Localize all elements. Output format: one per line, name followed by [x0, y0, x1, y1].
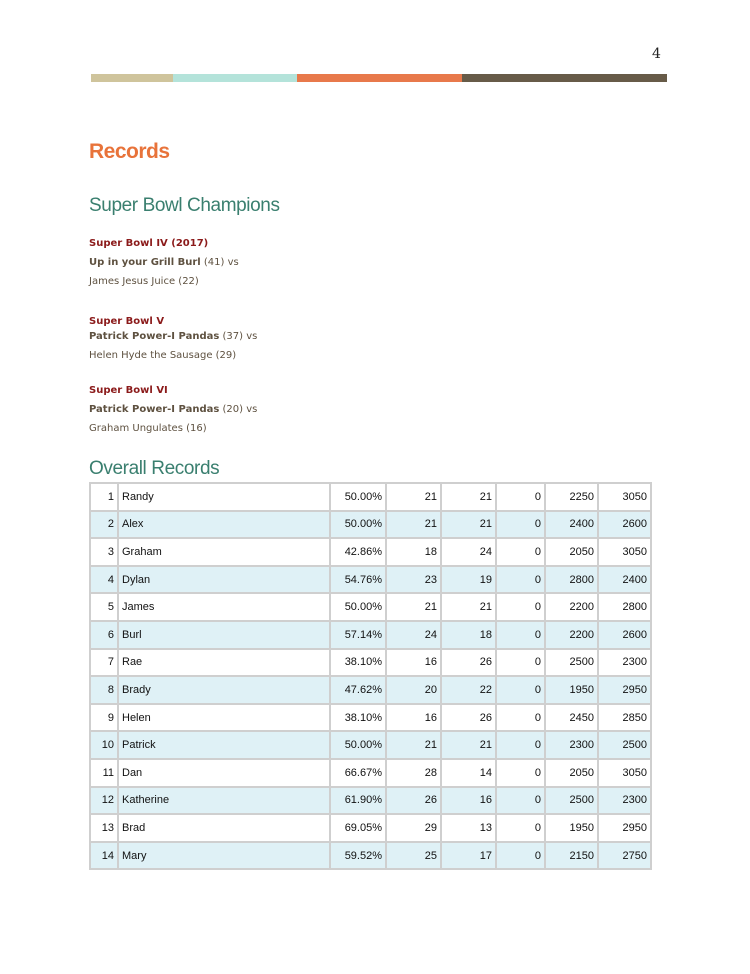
- record-rank: 7: [90, 649, 118, 677]
- color-bar-segment-3: [297, 74, 462, 82]
- record-points-for: 2250: [545, 483, 598, 511]
- record-points-for: 2200: [545, 621, 598, 649]
- record-points-for: 1950: [545, 676, 598, 704]
- table-row: [90, 511, 651, 539]
- table-row: [90, 483, 651, 511]
- record-losses: 21: [441, 483, 496, 511]
- super-bowl-loser: Helen Hyde the Sausage (29): [89, 350, 237, 361]
- record-ties: 0: [496, 676, 545, 704]
- table-row: [90, 621, 651, 649]
- record-losses: 26: [441, 649, 496, 677]
- super-bowl-result-line: [89, 327, 257, 346]
- record-ties: 0: [496, 649, 545, 677]
- record-wins: 16: [386, 649, 441, 677]
- record-rank: 2: [90, 511, 118, 539]
- record-name: Brad: [118, 814, 330, 842]
- record-losses: 13: [441, 814, 496, 842]
- table-row: [90, 787, 651, 815]
- record-points-against: 2800: [598, 593, 651, 621]
- record-rank: 9: [90, 704, 118, 732]
- super-bowl-result-line: [89, 400, 257, 419]
- record-wins: 23: [386, 566, 441, 594]
- record-losses: 16: [441, 787, 496, 815]
- record-rank: 10: [90, 731, 118, 759]
- record-win-pct: 42.86%: [330, 538, 386, 566]
- table-row: [90, 538, 651, 566]
- record-points-against: 2950: [598, 814, 651, 842]
- record-losses: 17: [441, 842, 496, 870]
- record-win-pct: 38.10%: [330, 649, 386, 677]
- record-rank: 8: [90, 676, 118, 704]
- record-points-against: 2600: [598, 511, 651, 539]
- record-ties: 0: [496, 483, 545, 511]
- record-ties: 0: [496, 538, 545, 566]
- record-rank: 13: [90, 814, 118, 842]
- record-points-for: 2500: [545, 649, 598, 677]
- super-bowl-winner-score: (20) vs: [222, 404, 258, 415]
- record-ties: 0: [496, 787, 545, 815]
- record-win-pct: 50.00%: [330, 511, 386, 539]
- record-wins: 24: [386, 621, 441, 649]
- record-points-for: 2400: [545, 511, 598, 539]
- record-points-for: 2300: [545, 731, 598, 759]
- record-points-for: 2150: [545, 842, 598, 870]
- record-win-pct: 69.05%: [330, 814, 386, 842]
- color-bar-segment-4: [462, 74, 667, 82]
- records-heading: Records: [89, 140, 170, 163]
- record-rank: 12: [90, 787, 118, 815]
- record-points-for: 2450: [545, 704, 598, 732]
- super-bowl-name: Super Bowl IV (2017): [89, 238, 209, 249]
- record-rank: 6: [90, 621, 118, 649]
- table-row: [90, 704, 651, 732]
- record-losses: 21: [441, 511, 496, 539]
- record-rank: 5: [90, 593, 118, 621]
- record-points-against: 3050: [598, 538, 651, 566]
- record-ties: 0: [496, 759, 545, 787]
- overall-records-heading: Overall Records: [89, 458, 220, 479]
- record-wins: 29: [386, 814, 441, 842]
- record-losses: 24: [441, 538, 496, 566]
- record-wins: 18: [386, 538, 441, 566]
- super-bowl-winner: Up in your Grill Burl: [89, 257, 201, 268]
- record-losses: 26: [441, 704, 496, 732]
- record-wins: 26: [386, 787, 441, 815]
- record-name: Alex: [118, 511, 330, 539]
- record-rank: 3: [90, 538, 118, 566]
- record-rank: 4: [90, 566, 118, 594]
- record-ties: 0: [496, 842, 545, 870]
- table-row: [90, 593, 651, 621]
- record-losses: 19: [441, 566, 496, 594]
- record-name: Dan: [118, 759, 330, 787]
- record-win-pct: 50.00%: [330, 593, 386, 621]
- super-bowl-entry: [89, 381, 257, 438]
- super-bowl-winner: Patrick Power-I Pandas: [89, 404, 220, 415]
- record-name: James: [118, 593, 330, 621]
- record-points-against: 3050: [598, 759, 651, 787]
- record-name: Mary: [118, 842, 330, 870]
- record-losses: 22: [441, 676, 496, 704]
- super-bowl-loser: Graham Ungulates (16): [89, 423, 207, 434]
- record-win-pct: 54.76%: [330, 566, 386, 594]
- table-row: [90, 676, 651, 704]
- record-ties: 0: [496, 566, 545, 594]
- record-points-against: 2850: [598, 704, 651, 732]
- record-ties: 0: [496, 621, 545, 649]
- record-points-for: 2050: [545, 759, 598, 787]
- record-wins: 21: [386, 483, 441, 511]
- record-name: Brady: [118, 676, 330, 704]
- super-bowl-name: Super Bowl VI: [89, 385, 168, 396]
- super-bowl-entry: [89, 234, 239, 291]
- record-win-pct: 61.90%: [330, 787, 386, 815]
- record-wins: 21: [386, 593, 441, 621]
- record-wins: 16: [386, 704, 441, 732]
- record-points-against: 2500: [598, 731, 651, 759]
- record-losses: 14: [441, 759, 496, 787]
- record-wins: 21: [386, 731, 441, 759]
- record-name: Burl: [118, 621, 330, 649]
- super-bowl-entry: [89, 312, 257, 365]
- record-win-pct: 59.52%: [330, 842, 386, 870]
- record-points-against: 2600: [598, 621, 651, 649]
- table-row: [90, 814, 651, 842]
- super-bowl-loser: James Jesus Juice (22): [89, 276, 199, 287]
- super-bowl-champions-heading: Super Bowl Champions: [89, 195, 280, 216]
- record-points-against: 2750: [598, 842, 651, 870]
- record-wins: 28: [386, 759, 441, 787]
- super-bowl-winner-score: (41) vs: [203, 257, 239, 268]
- super-bowl-name: Super Bowl V: [89, 316, 165, 327]
- table-row: [90, 649, 651, 677]
- color-bar-segment-2: [173, 74, 297, 82]
- record-name: Helen: [118, 704, 330, 732]
- record-wins: 21: [386, 511, 441, 539]
- record-win-pct: 66.67%: [330, 759, 386, 787]
- super-bowl-winner-score: (37) vs: [222, 331, 258, 342]
- record-name: Katherine: [118, 787, 330, 815]
- record-win-pct: 50.00%: [330, 731, 386, 759]
- super-bowl-winner: Patrick Power-I Pandas: [89, 331, 220, 342]
- record-win-pct: 47.62%: [330, 676, 386, 704]
- table-row: [90, 566, 651, 594]
- record-losses: 21: [441, 593, 496, 621]
- record-points-for: 1950: [545, 814, 598, 842]
- record-points-against: 2400: [598, 566, 651, 594]
- record-ties: 0: [496, 511, 545, 539]
- record-wins: 25: [386, 842, 441, 870]
- record-name: Randy: [118, 483, 330, 511]
- record-name: Graham: [118, 538, 330, 566]
- record-win-pct: 50.00%: [330, 483, 386, 511]
- table-row: [90, 842, 651, 870]
- record-points-against: 2950: [598, 676, 651, 704]
- record-losses: 18: [441, 621, 496, 649]
- color-bar-segment-1: [91, 74, 173, 82]
- record-ties: 0: [496, 704, 545, 732]
- header-color-bar: [91, 74, 667, 82]
- table-row: [90, 759, 651, 787]
- table-row: [90, 731, 651, 759]
- record-points-against: 2300: [598, 787, 651, 815]
- record-win-pct: 57.14%: [330, 621, 386, 649]
- record-wins: 20: [386, 676, 441, 704]
- record-ties: 0: [496, 593, 545, 621]
- record-points-for: 2500: [545, 787, 598, 815]
- overall-records-table: [89, 482, 652, 870]
- record-name: Patrick: [118, 731, 330, 759]
- record-name: Dylan: [118, 566, 330, 594]
- record-points-against: 3050: [598, 483, 651, 511]
- record-points-against: 2300: [598, 649, 651, 677]
- record-points-for: 2200: [545, 593, 598, 621]
- record-losses: 21: [441, 731, 496, 759]
- record-ties: 0: [496, 731, 545, 759]
- record-rank: 11: [90, 759, 118, 787]
- record-points-for: 2800: [545, 566, 598, 594]
- super-bowl-result-line: [89, 253, 239, 272]
- record-win-pct: 38.10%: [330, 704, 386, 732]
- record-name: Rae: [118, 649, 330, 677]
- record-points-for: 2050: [545, 538, 598, 566]
- record-rank: 1: [90, 483, 118, 511]
- page-number: 4: [652, 46, 661, 62]
- record-rank: 14: [90, 842, 118, 870]
- record-ties: 0: [496, 814, 545, 842]
